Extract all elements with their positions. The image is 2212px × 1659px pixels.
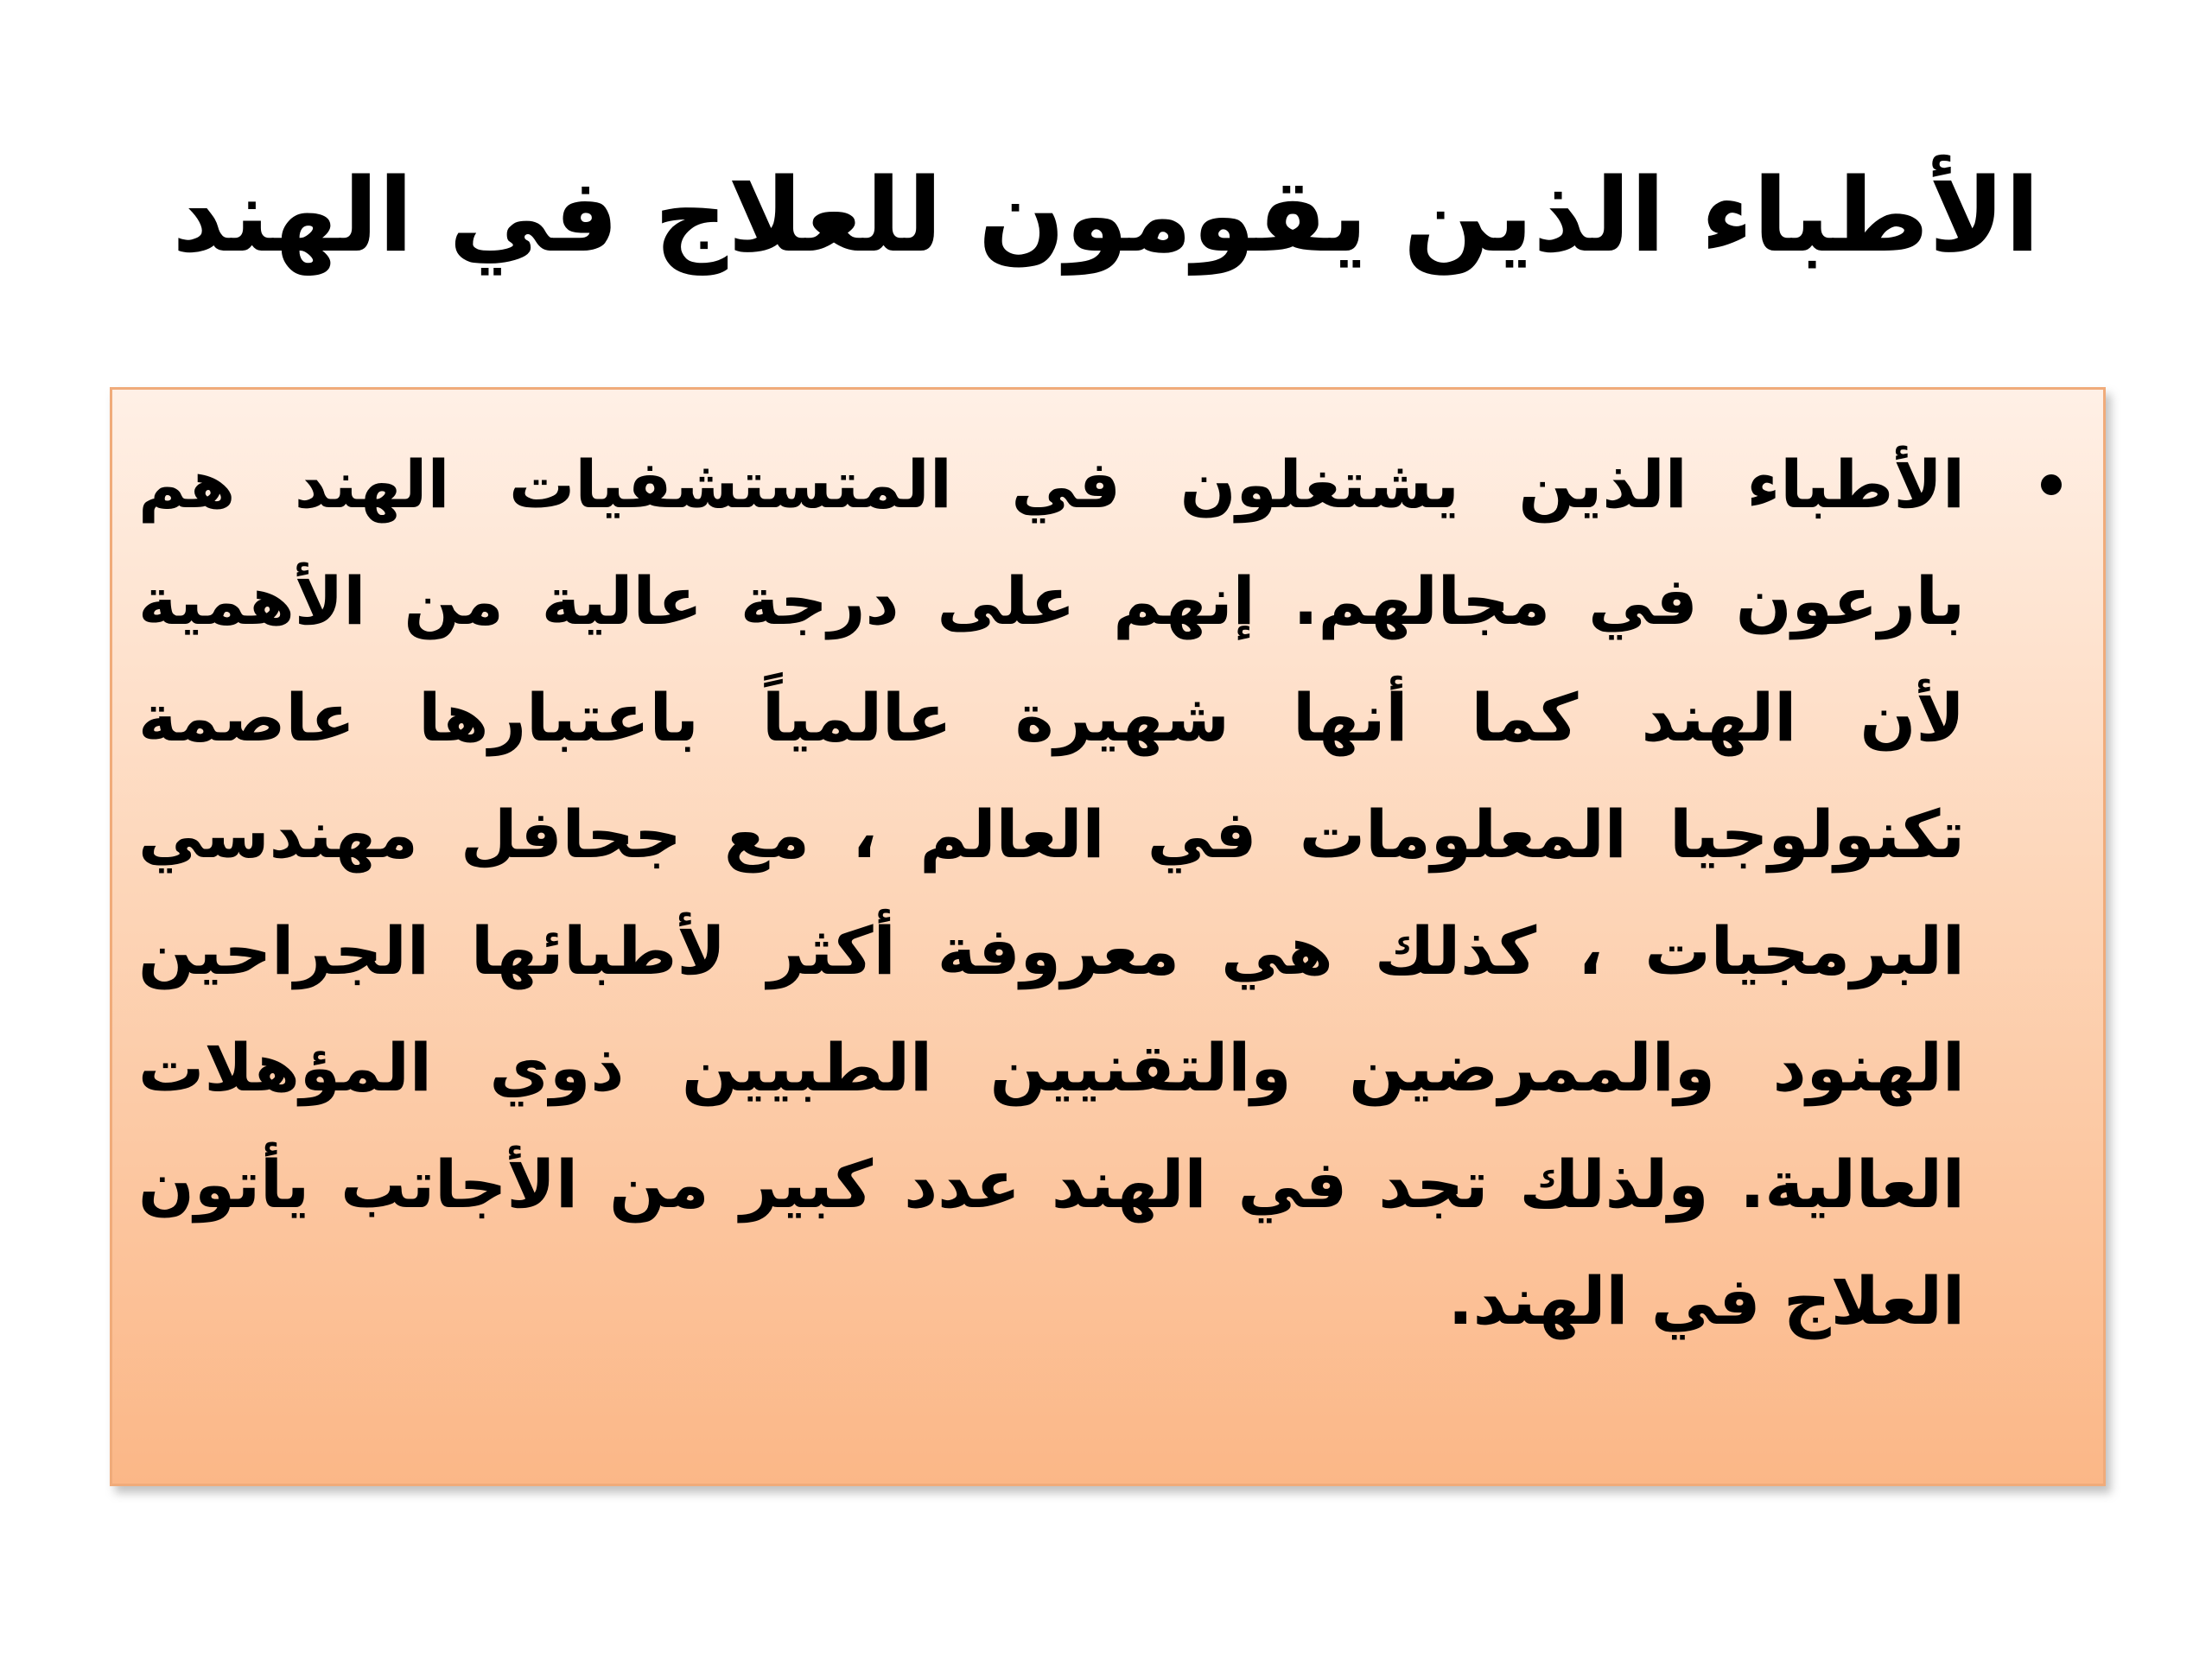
- bullet-item: [138, 426, 1999, 1359]
- slide-title: الأطباء الذين يقومون للعلاج في الهند: [172, 156, 2040, 276]
- bullet-text: الأطباء الذين يشتغلون في المتستشفيات الهند هم بارعون في مجالهم. إنهم على درجة عالية من الأهمية لأن الهند كما أنها شهيرة عالمياً باعتبارها عاصمة تكنولوجيا المعلومات في العالم ، مع جحافل مهندسي البرمجيات ، كذلك هي معروفة أكثر لأطبائها الجراحين الهنود والممرضين والتقنيين الطبيين ذوي المؤهلات العالية. ولذلك تجد في الهند عدد كبير من الأجاتب يأتون العلاج في الهند.: [138, 446, 1965, 1339]
- content-box: [110, 387, 2106, 1486]
- bullet-list: [138, 426, 1999, 1359]
- bullet-dot-icon: [2041, 474, 2062, 495]
